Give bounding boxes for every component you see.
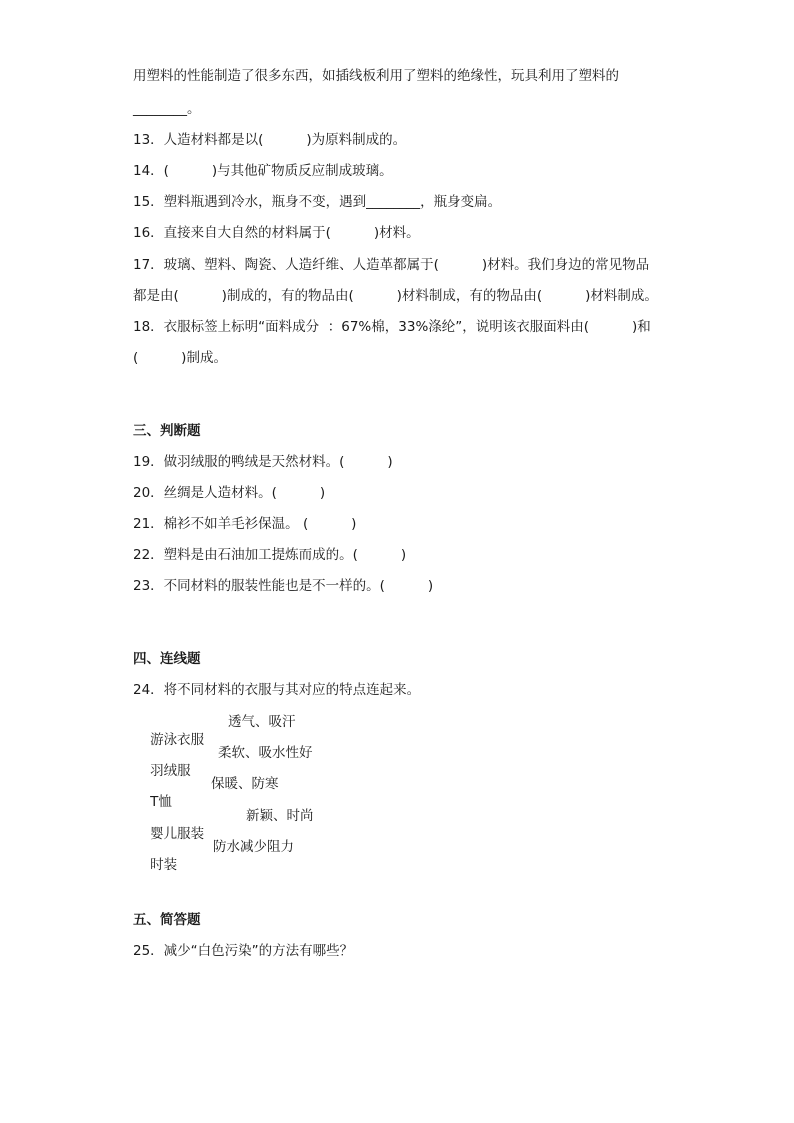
- question-15: 15．塑料瓶遇到冷水，瓶身不变，遇到________，瓶身变扁。: [133, 194, 502, 210]
- match-item-left: 婴儿服装: [150, 826, 205, 842]
- match-item-right: 柔软、吸水性好: [218, 745, 313, 761]
- question-24: 24．将不同材料的衣服与其对应的特点连起来。: [133, 682, 421, 698]
- question-20: 20．丝绸是人造材料。( ): [133, 485, 326, 501]
- match-item-left: 时装: [150, 857, 178, 873]
- match-item-left: T恤: [150, 794, 172, 810]
- section-heading-match: 四、连线题: [133, 651, 201, 667]
- match-item-left: 游泳衣服: [150, 732, 205, 748]
- question-19: 19．做羽绒服的鸭绒是天然材料。( ): [133, 454, 393, 470]
- question-18-line-1: 18．衣服标签上标明“面料成分 ：67%棉，33%涤纶”，说明该衣服面料由( )和: [133, 319, 651, 335]
- match-item-right: 保暖、防寒: [211, 776, 279, 792]
- match-item-right: 防水减少阻力: [213, 839, 294, 855]
- match-item-right: 新颖、时尚: [246, 808, 314, 824]
- section-heading-judge: 三、判断题: [133, 423, 201, 439]
- question-21: 21．棉衫不如羊毛衫保温。 ( ): [133, 516, 357, 532]
- question-13: 13．人造材料都是以( )为原料制成的。: [133, 132, 407, 148]
- question-17-line-1: 17．玻璃、塑料、陶瓷、人造纤维、人造革都属于( )材料。我们身边的常见物品: [133, 257, 650, 273]
- match-item-left: 羽绒服: [150, 763, 191, 779]
- question-22: 22．塑料是由石油加工提炼而成的。( ): [133, 547, 407, 563]
- question-14: 14．( )与其他矿物质反应制成玻璃。: [133, 163, 393, 179]
- question-17-line-2: 都是由( )制成的，有的物品由( )材料制成，有的物品由( )材料制成。: [133, 288, 658, 304]
- section-heading-short-answer: 五、简答题: [133, 912, 201, 928]
- question-18-line-2: ( )制成。: [133, 350, 227, 366]
- question-12-continuation: 用塑料的性能制造了很多东西，如插线板利用了塑料的绝缘性，玩具利用了塑料的: [133, 68, 619, 84]
- question-12-blank: ________。: [133, 101, 201, 117]
- question-16: 16．直接来自大自然的材料属于( )材料。: [133, 225, 420, 241]
- match-item-right: 透气、吸汗: [228, 714, 296, 730]
- question-25: 25．减少“白色污染”的方法有哪些？: [133, 943, 354, 959]
- question-23: 23．不同材料的服装性能也是不一样的。( ): [133, 578, 434, 594]
- match-row: [133, 838, 294, 910]
